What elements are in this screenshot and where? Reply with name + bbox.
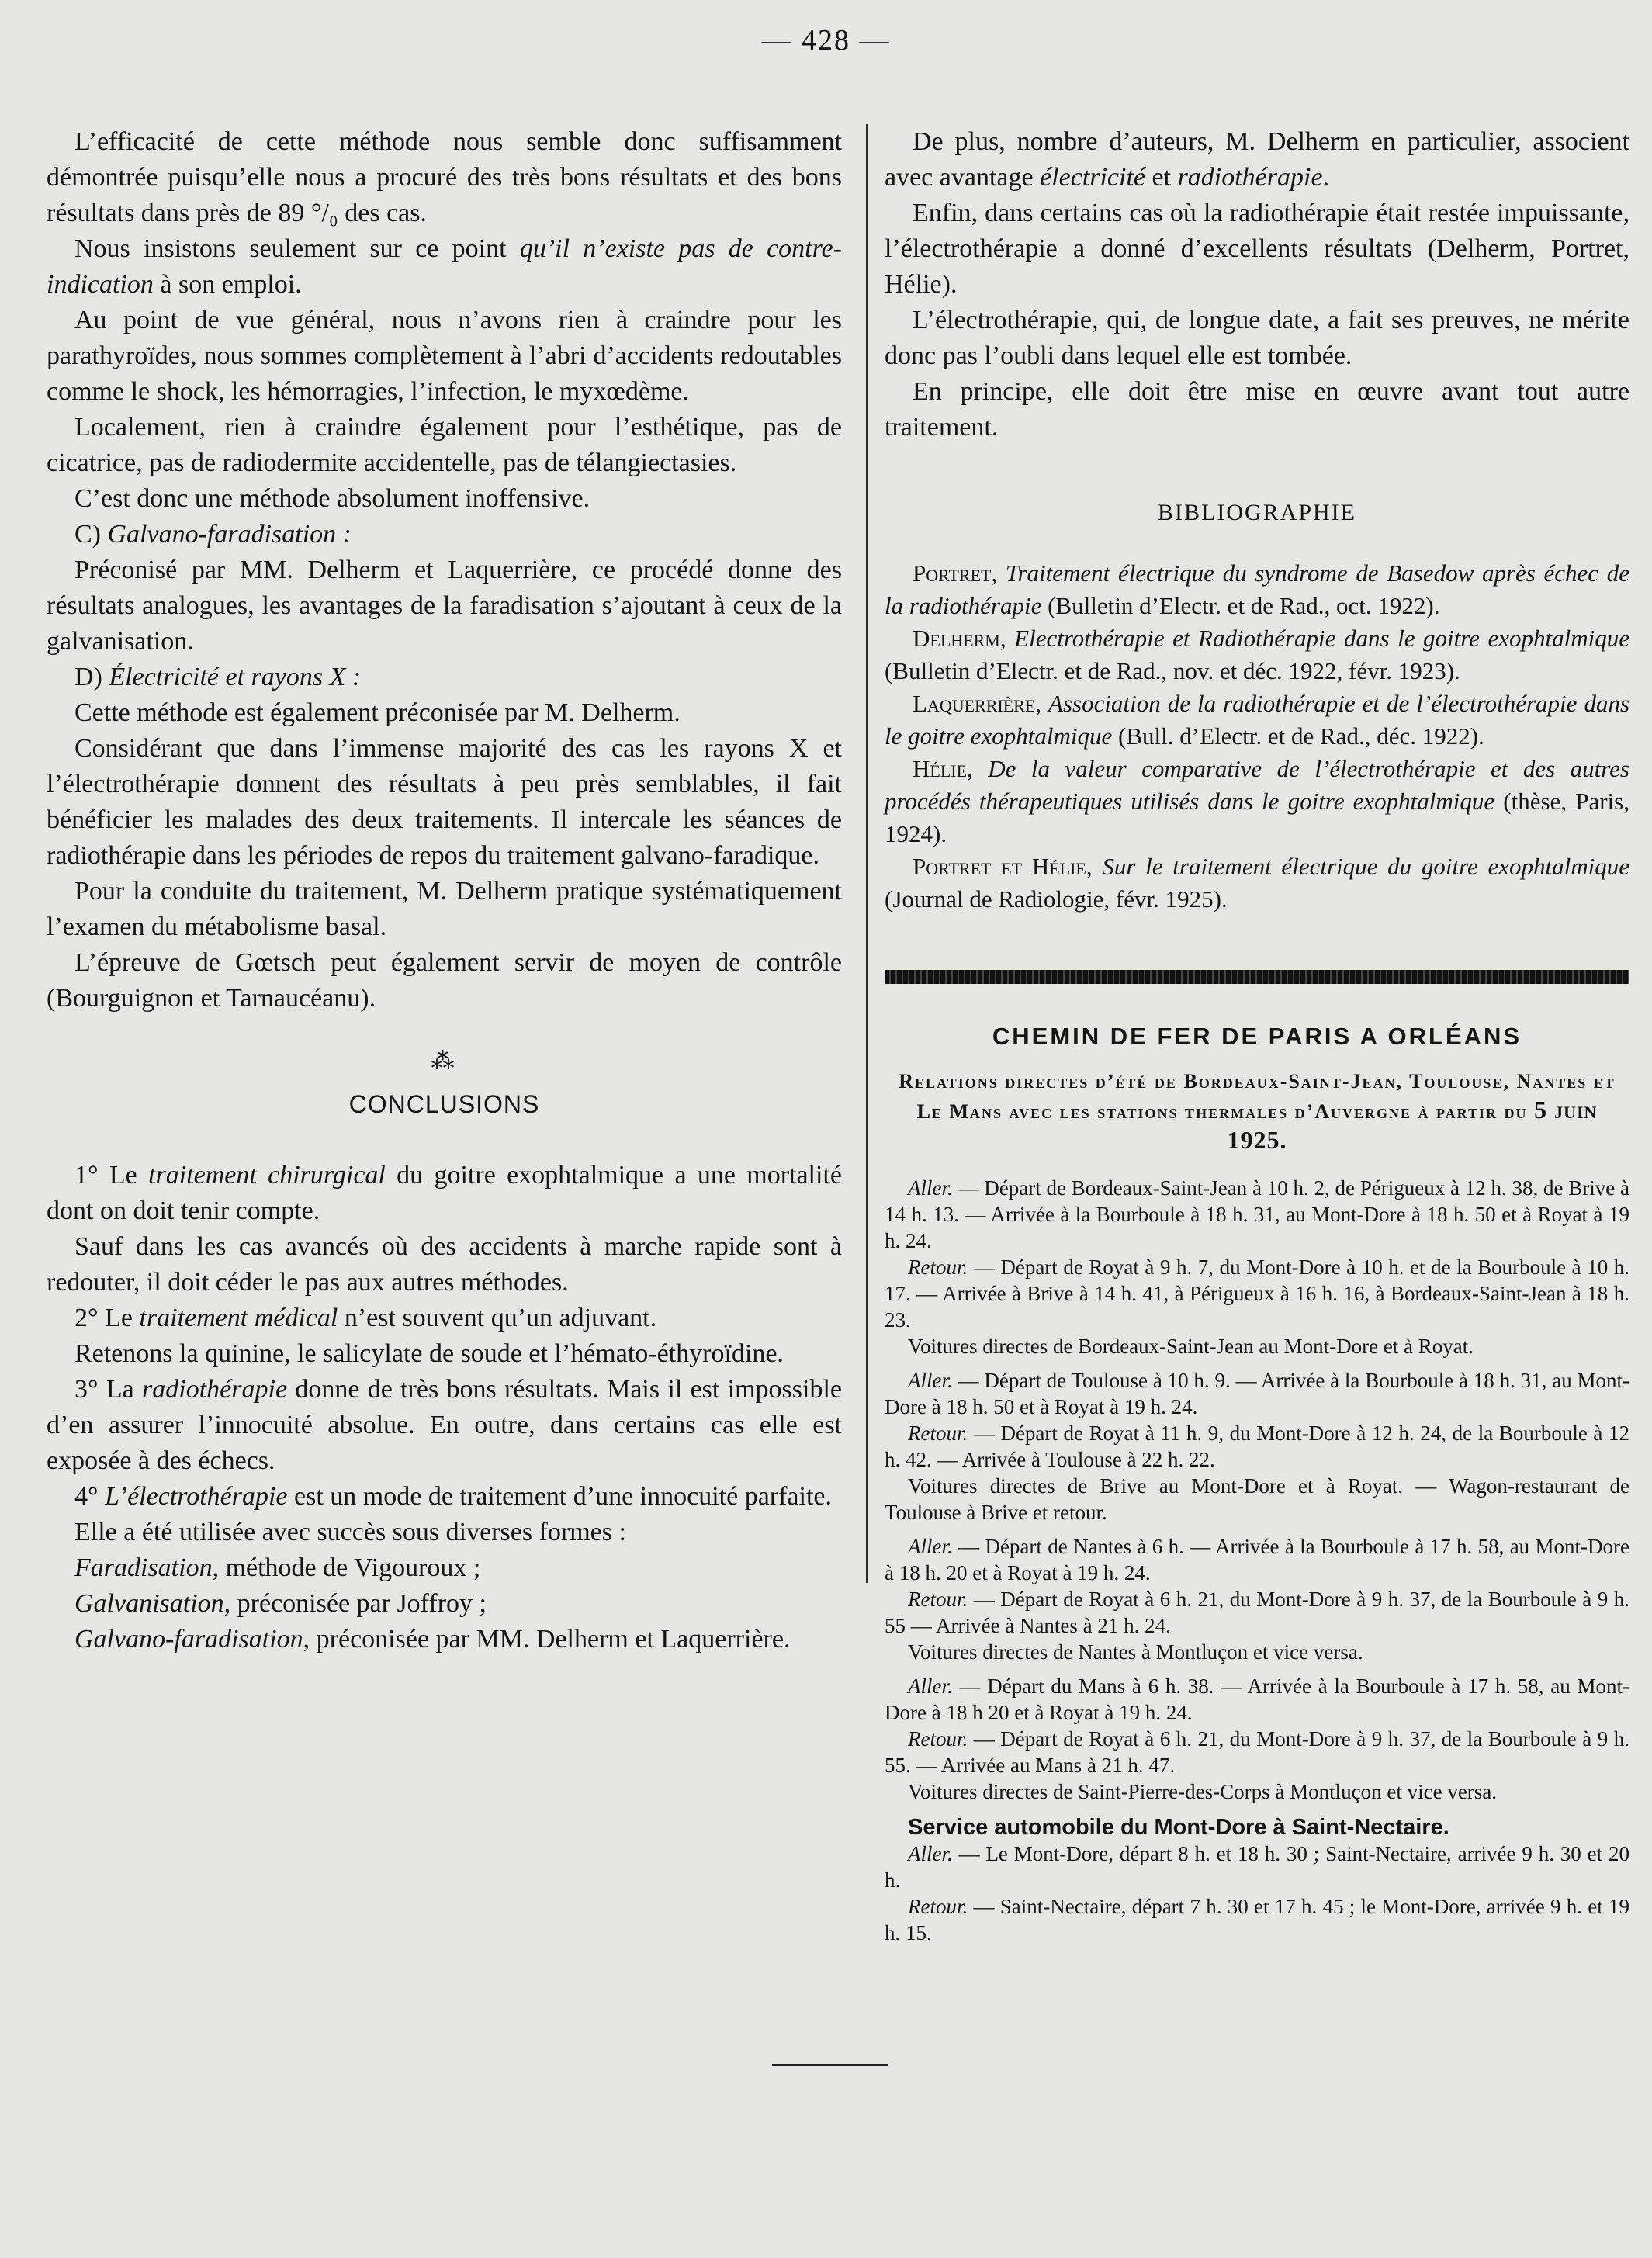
bibliography-title: BIBLIOGRAPHIE: [1158, 500, 1356, 525]
schedule-line: Retour. — Départ de Royat à 6 h. 21, du Mont-Dore à 9 h. 37, de la Bourboule à 9 h. 55 — Arrivée à Nantes à 21 h. 24.: [885, 1588, 1629, 1637]
left-column: [47, 124, 842, 1657]
schedule-line: Aller. — Le Mont-Dore, départ 8 h. et 18 h. 30 ; Saint-Nectaire, arrivée 9 h. 30 et 20 h.: [885, 1842, 1629, 1892]
railway-schedule: [885, 1175, 1629, 1946]
schedule-line: Voitures directes de Nantes à Montluçon et vice versa.: [908, 1640, 1363, 1664]
railway-subtitle: Relations directes d’été de Bordeaux-Saint-Jean, Toulouse, Nantes et Le Mans avec les stations thermales d’Auvergne à partir du 5 juin 1925.: [899, 1070, 1616, 1154]
paragraph: De plus, nombre d’auteurs, M. Delherm en particulier, associent avec avantage électricité et radiothérapie.: [885, 127, 1629, 192]
schedule-line: Aller. — Départ de Toulouse à 10 h. 9. — Arrivée à la Bourboule à 18 h. 31, au Mont-Dore à 18 h. 50 et à Royat à 19 h. 24.: [885, 1369, 1629, 1418]
conclusion-item: 4° L’électrothérapie est un mode de traitement d’une innocuité parfaite.: [74, 1482, 832, 1511]
list-item: Galvanisation, préconisée par Joffroy ;: [74, 1589, 487, 1618]
schedule-line: Aller. — Départ du Mans à 6 h. 38. — Arrivée à la Bourboule à 17 h. 58, au Mont-Dore à 18 h 20 et à Royat à 19 h. 24.: [885, 1674, 1629, 1724]
paragraph: Nous insistons seulement sur ce point qu’il n’existe pas de contre-indication à son emploi.: [47, 234, 842, 299]
schedule-line: Voitures directes de Brive au Mont-Dore et à Royat. — Wagon-restaurant de Toulouse à Brive et retour.: [885, 1474, 1629, 1524]
conclusion-item: 1° Le traitement chirurgical du goitre exophtalmique a une mortalité dont on doit tenir compte.: [47, 1161, 842, 1225]
railway-title: CHEMIN DE FER DE PARIS A ORLÉANS: [992, 1023, 1522, 1050]
paragraph: L’efficacité de cette méthode nous semble donc suffisamment démontrée puisqu’elle nous a procuré des très bons résultats et des bons résultats dans près de 89 °/₀ des cas.: [47, 127, 842, 227]
paragraph: L’épreuve de Gœtsch peut également servir de moyen de contrôle (Bourguignon et Tarnaucéanu).: [47, 948, 842, 1013]
paragraph: Localement, rien à craindre également pour l’esthétique, pas de cicatrice, pas de radiodermite accidentelle, pas de télangiectasies.: [47, 413, 842, 477]
section-heading: D) Électricité et rayons X :: [74, 663, 362, 691]
bibliography-entry: Portret et Hélie, Sur le traitement électrique du goitre exophtalmique (Journal de Radiologie, févr. 1925).: [885, 853, 1629, 913]
schedule-line: Voitures directes de Bordeaux-Saint-Jean au Mont-Dore et à Royat.: [908, 1335, 1474, 1358]
paragraph: Considérant que dans l’immense majorité des cas les rayons X et l’électrothérapie donnent des résultats à peu près semblables, il fait bénéficier les malades des deux traitements. Il intercale les séances de radiothérapie dans les périodes de repos du traitement galvano-faradique.: [47, 734, 842, 870]
conclusion-item: 2° Le traitement médical n’est souvent qu’un adjuvant.: [74, 1304, 657, 1332]
paragraph: Au point de vue général, nous n’avons rien à craindre pour les parathyroïdes, nous sommes complètement à l’abri d’accidents redoutables comme le shock, les hémorragies, l’infection, le myxœdème.: [47, 306, 842, 406]
paragraph: Retenons la quinine, le salicylate de soude et l’hémato-éthyroïdine.: [74, 1339, 784, 1368]
paragraph: C’est donc une méthode absolument inoffensive.: [74, 484, 590, 513]
schedule-line: Retour. — Départ de Royat à 11 h. 9, du Mont-Dore à 12 h. 24, de la Bourboule à 12 h. 42. — Arrivée à Toulouse à 22 h. 22.: [885, 1422, 1629, 1471]
bibliography-entry: Delherm, Electrothérapie et Radiothérapie dans le goitre exophtalmique (Bulletin d’Electr. et de Rad., nov. et déc. 1922, févr. 1923).: [885, 625, 1630, 684]
schedule-line: Retour. — Saint-Nectaire, départ 7 h. 30 et 17 h. 45 ; le Mont-Dore, arrivée 9 h. et 19 h. 15.: [885, 1895, 1629, 1945]
paragraph: Elle a été utilisée avec succès sous diverses formes :: [74, 1518, 626, 1546]
section-heading: C) Galvano-faradisation :: [74, 520, 352, 549]
list-item: Galvano-faradisation, préconisée par MM. Delherm et Laquerrière.: [74, 1625, 791, 1654]
column-divider: [866, 124, 868, 1583]
paragraph: En principe, elle doit être mise en œuvre avant tout autre traitement.: [885, 377, 1629, 442]
schedule-line: Retour. — Départ de Royat à 6 h. 21, du Mont-Dore à 9 h. 37, de la Bourboule à 9 h. 55. — Arrivée au Mans à 21 h. 47.: [885, 1727, 1629, 1777]
service-title: Service automobile du Mont-Dore à Saint-Nectaire.: [908, 1815, 1449, 1840]
paragraph: Enfin, dans certains cas où la radiothérapie était restée impuissante, l’électrothérapie a donné d’excellents résultats (Delherm, Portret, Hélie).: [885, 199, 1629, 299]
asterism: ⁂: [431, 1048, 458, 1074]
bibliography-entry: Hélie, De la valeur comparative de l’électrothérapie et des autres procédés thérapeutiques utilisés dans le goitre exophtalmique (thèse, Paris, 1924).: [885, 755, 1630, 847]
paragraph: Pour la conduite du traitement, M. Delherm pratique systématiquement l’examen du métabolisme basal.: [47, 877, 842, 941]
conclusion-item: 3° La radiothérapie donne de très bons résultats. Mais il est impossible d’en assurer l’innocuité absolue. En outre, dans certains cas elle est exposée à des échecs.: [47, 1375, 842, 1475]
schedule-line: Retour. — Départ de Royat à 9 h. 7, du Mont-Dore à 10 h. et de la Bourboule à 10 h. 17. — Arrivée à Brive à 14 h. 41, à Périgueux à 16 h. 16, à Bordeaux-Saint-Jean à 18 h. 23.: [885, 1255, 1629, 1332]
bibliography-entry: Portret, Traitement électrique du syndrome de Basedow après échec de la radiothérapie (Bulletin d’Electr. et de Rad., oct. 1922).: [885, 559, 1630, 619]
paragraph: Préconisé par MM. Delherm et Laquerrière, ce procédé donne des résultats analogues, les avantages de la faradisation s’ajoutant à ceux de la galvanisation.: [47, 556, 842, 656]
right-column: [885, 124, 1629, 1946]
paragraph: Sauf dans les cas avancés où des accidents à marche rapide sont à redouter, il doit céder le pas aux autres méthodes.: [47, 1232, 842, 1297]
schedule-line: Aller. — Départ de Bordeaux-Saint-Jean à 10 h. 2, de Périgueux à 12 h. 38, de Brive à 14 h. 13. — Arrivée à la Bourboule à 18 h. 31, au Mont-Dore à 18 h. 50 et à Royat à 19 h. 24.: [885, 1176, 1629, 1252]
bottom-rule: [772, 2064, 888, 2066]
conclusions-title: CONCLUSIONS: [348, 1090, 540, 1118]
schedule-line: Voitures directes de Saint-Pierre-des-Corps à Montluçon et vice versa.: [908, 1780, 1498, 1803]
paragraph: Cette méthode est également préconisée par M. Delherm.: [74, 698, 681, 727]
list-item: Faradisation, méthode de Vigouroux ;: [74, 1553, 481, 1582]
section-rule: [885, 970, 1629, 984]
schedule-line: Aller. — Départ de Nantes à 6 h. — Arrivée à la Bourboule à 17 h. 58, au Mont-Dore à 18 h. 20 et à Royat à 19 h. 24.: [885, 1535, 1629, 1584]
bibliography-entry: Laquerrière, Association de la radiothérapie et de l’électrothérapie dans le goitre exophtalmique (Bull. d’Electr. et de Rad., déc. 1922).: [885, 690, 1630, 750]
paragraph: L’électrothérapie, qui, de longue date, a fait ses preuves, ne mérite donc pas l’oubli dans lequel elle est tombée.: [885, 306, 1629, 370]
page-number: — 428 —: [761, 24, 891, 57]
